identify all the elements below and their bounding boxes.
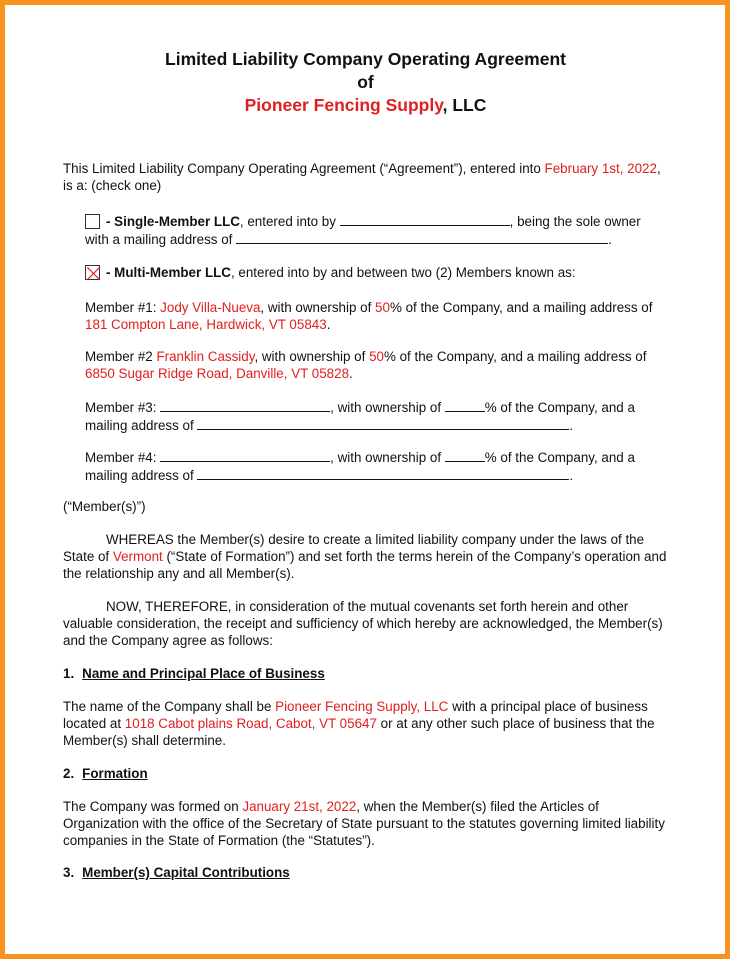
whereas-paragraph: WHEREAS the Member(s) desire to create a limited liability company under the laws of the State of Vermont (“State of Formation”) and set forth the terms herein of the Company’s operation and the relationship any and all Member(s). <box>63 532 667 581</box>
section1-heading: 1. Name and Principal Place of Business <box>63 666 325 681</box>
section2-paragraph: The Company was formed on January 21st, 2022, when the Member(s) filed the Articles of Organization with the office of the Secretary of State pursuant to the statutes governing limited liability companies in the State of Formation (the “Statutes”). <box>63 799 665 848</box>
member1-address: 181 Compton Lane, Hardwick, VT 05843 <box>85 317 327 332</box>
member1-name: Jody Villa-Nueva <box>160 300 261 315</box>
single-member-name-blank[interactable] <box>340 212 510 226</box>
member4-address-blank[interactable] <box>197 466 569 480</box>
company-name: Pioneer Fencing Supply <box>244 95 443 115</box>
member4-paragraph: Member #4: , with ownership of % of the Company, and a mailing address of . <box>85 450 635 483</box>
single-member-option: - Single-Member LLC, entered into by , being the sole owner with a mailing address of . <box>85 214 641 247</box>
principal-address: 1018 Cabot plains Road, Cabot, VT 05647 <box>124 716 377 731</box>
formation-date: January 21st, 2022 <box>242 799 357 814</box>
title-company <box>63 93 668 117</box>
formation-state: Vermont <box>112 549 163 564</box>
single-member-checkbox[interactable] <box>85 214 100 229</box>
single-member-label: - Single-Member LLC <box>106 214 240 229</box>
single-member-address-blank[interactable] <box>236 230 608 244</box>
intro-paragraph: This Limited Liability Company Operating Agreement (“Agreement”), entered into February 1st, 2022, is a: (check one) <box>63 161 661 193</box>
section2-heading: 2. Formation <box>63 766 148 781</box>
member3-paragraph: Member #3: , with ownership of % of the Company, and a mailing address of . <box>85 400 635 433</box>
members-label: (“Member(s)”) <box>63 499 146 514</box>
member2-paragraph: Member #2 Franklin Cassidy, with ownership of 50% of the Company, and a mailing address of 6850 Sugar Ridge Road, Danville, VT 05828. <box>85 349 647 381</box>
member4-percent-blank[interactable] <box>445 448 485 462</box>
now-therefore-paragraph: NOW, THEREFORE, in consideration of the mutual covenants set forth herein and other valuable consideration, the receipt and sufficiency of which hereby are acknowledged, the Member(s) and the Company agree as follows: <box>63 599 663 648</box>
member4-name-blank[interactable] <box>160 448 330 462</box>
company-suffix: , LLC <box>442 95 487 115</box>
multi-member-checkbox[interactable] <box>85 265 100 280</box>
member1-percent: 50 <box>375 300 390 315</box>
company-full-name: Pioneer Fencing Supply, LLC <box>275 699 449 714</box>
title-line1: Limited Liability Company Operating Agreement <box>165 49 566 69</box>
member2-name: Franklin Cassidy <box>156 349 255 364</box>
member2-percent: 50 <box>369 349 384 364</box>
member2-address: 6850 Sugar Ridge Road, Danville, VT 05828 <box>85 366 350 381</box>
member1-paragraph: Member #1: Jody Villa-Nueva, with ownership of 50% of the Company, and a mailing address of 181 Compton Lane, Hardwick, VT 05843. <box>85 300 653 332</box>
section3-heading: 3. Member(s) Capital Contributions <box>63 865 290 880</box>
agreement-date: February 1st, 2022 <box>544 161 657 176</box>
x-mark-icon <box>86 266 101 281</box>
section1-paragraph: The name of the Company shall be Pioneer Fencing Supply, LLC with a principal place of business located at 1018 Cabot plains Road, Cabot, VT 05647 or at any other such place of business that the Member(s) shall determine. <box>63 699 655 748</box>
member3-address-blank[interactable] <box>197 416 569 430</box>
title-of: of <box>357 72 374 92</box>
document-title <box>63 48 668 70</box>
multi-member-label: - Multi-Member LLC <box>106 265 231 280</box>
member3-percent-blank[interactable] <box>445 398 485 412</box>
member3-name-blank[interactable] <box>160 398 330 412</box>
multi-member-option: - Multi-Member LLC, entered into by and between two (2) Members known as: <box>85 264 668 281</box>
